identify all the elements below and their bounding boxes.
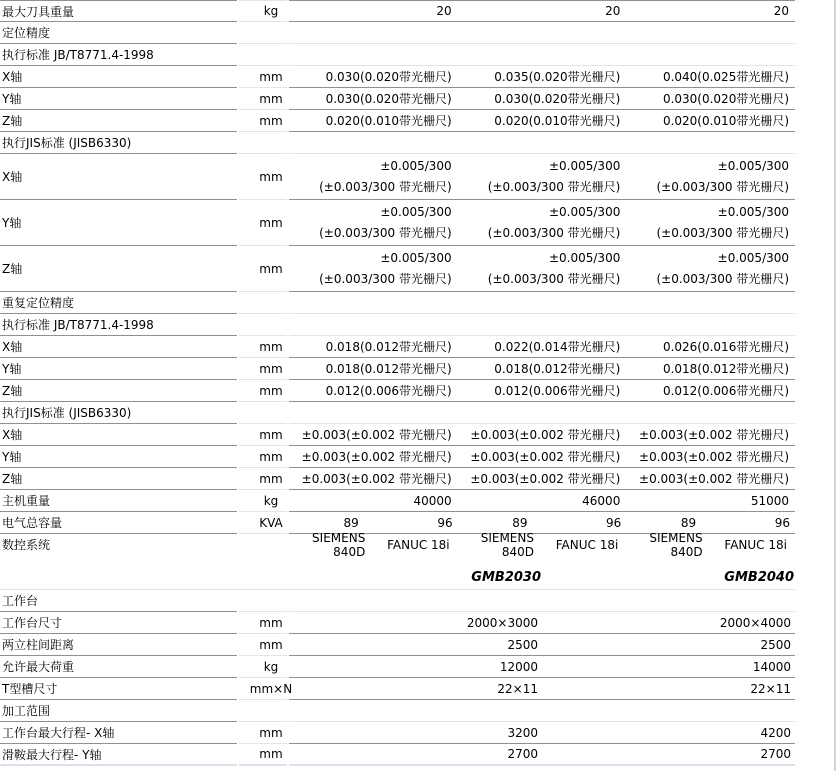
spec-value: 89 [680,515,697,530]
spec-value: 0.020(0.010带光栅尺) [662,114,790,128]
spec-values [289,132,795,154]
spec-unit: kg [239,490,287,512]
spec-label: Z轴 [0,468,237,490]
spec-values [289,380,795,402]
spec-value: 0.035(0.020带光栅尺) [494,70,621,84]
spec-value-line: (±0.003/300 带光栅尺) [656,225,790,240]
spec-label: 工作台尺寸 [0,612,237,634]
spec-value: 0.026(0.016带光栅尺) [662,340,790,354]
spec-value: 0.018(0.012带光栅尺) [662,362,790,376]
spec-row [0,744,795,766]
spec-value: 0.040(0.025带光栅尺) [662,70,790,84]
model-header-row [0,566,795,590]
spec-label: X轴 [0,154,237,200]
spec-values [289,292,795,314]
spec-unit [239,44,287,66]
spec-value: 51000 [750,493,790,508]
spec-label: 工作台最大行程- X轴 [0,722,237,744]
spec-unit [239,402,287,424]
spec-row [0,446,795,468]
spec-values [289,44,795,66]
spec-label: X轴 [0,336,237,358]
spec-value: 0.012(0.006带光栅尺) [494,384,621,398]
spec-values [289,358,795,380]
spec-label: X轴 [0,66,237,88]
spec-row [0,380,795,402]
spec-unit: kg [239,656,287,678]
spec-value: ±0.003(±0.002 带光栅尺) [301,428,452,442]
spec-values [289,110,795,132]
spec-label: 执行标准 JB/T8771.4-1998 [0,314,237,336]
spec-value: 0.020(0.010带光栅尺) [494,114,621,128]
spec-row [0,132,795,154]
spec-row [0,490,795,512]
spec-unit: mm [239,336,287,358]
spec-value: SIEMENS 840D [312,530,366,559]
spec-unit [239,534,287,556]
spec-label: Y轴 [0,88,237,110]
spec-label: Y轴 [0,446,237,468]
spec-unit: mm [239,200,287,246]
spec-value: 14000 [752,659,791,674]
spec-unit: mm [239,88,287,110]
spec-value: 40000 [413,493,452,508]
spec-unit: KVA [239,512,287,534]
spec-values [289,314,795,336]
spec-value: FANUC 18i [555,537,619,552]
spec-label: 执行标准 JB/T8771.4-1998 [0,44,237,66]
spec-values [289,700,795,722]
spec-value: 22×11 [497,681,538,696]
spec-value [458,154,627,199]
spec-value: 0.018(0.012带光栅尺) [494,362,621,376]
model-name-gmb2040: GMB2040 [724,570,794,585]
spec-row [0,530,795,559]
spec-values [289,656,795,678]
spec-value: 0.012(0.006带光栅尺) [662,384,790,398]
spec-value: 20 [605,4,621,18]
spec-values [289,530,795,559]
spec-value: 89 [343,515,359,530]
spec-label: Y轴 [0,358,237,380]
spec-unit [239,700,287,722]
spec-values [289,468,795,490]
spec-values [289,154,795,200]
spec-value: ±0.003(±0.002 带光栅尺) [639,450,790,464]
spec-values [289,678,795,700]
spec-row [0,0,795,22]
spec-unit: mm [239,446,287,468]
spec-unit [239,22,287,44]
spec-values [289,66,795,88]
spec-label: 加工范围 [0,700,237,722]
spec-unit [239,132,287,154]
spec-values [289,722,795,744]
spec-value-line: (±0.003/300 带光栅尺) [319,179,452,194]
spec-value-line: ±0.005/300 [380,204,452,219]
spec-value: ±0.003(±0.002 带光栅尺) [301,450,452,464]
spec-value [289,154,458,199]
spec-value: 2700 [760,747,791,761]
spec-label: Z轴 [0,380,237,402]
spec-value-line: (±0.003/300 带光栅尺) [656,179,790,194]
page-right-edge-line [834,0,836,771]
spec-value: 0.012(0.006带光栅尺) [325,384,452,398]
spec-value: 0.030(0.020带光栅尺) [662,92,790,106]
spec-value: 22×11 [750,681,791,696]
spec-value: ±0.003(±0.002 带光栅尺) [639,428,790,442]
spec-values [289,424,795,446]
spec-value: 2700 [507,747,538,761]
spec-value: 0.018(0.012带光栅尺) [325,362,452,376]
spec-unit [239,314,287,336]
spec-values [289,634,795,656]
spec-value-line: ±0.005/300 [717,204,790,219]
spec-value: 96 [437,515,453,530]
spec-label: 允许最大荷重 [0,656,237,678]
spec-values [289,446,795,468]
spec-value: 2000×3000 [466,615,538,630]
spec-label: 两立柱间距离 [0,634,237,656]
spec-label: 工作台 [0,590,237,612]
spec-value: ±0.003(±0.002 带光栅尺) [470,472,621,486]
spec-label: 电气总容量 [0,512,237,534]
spec-values [289,590,795,612]
spec-value: 46000 [582,493,621,508]
spec-row [0,110,795,132]
spec-value-line: ±0.005/300 [717,158,790,173]
spec-row [0,88,795,110]
spec-label: X轴 [0,424,237,446]
spec-value: 0.030(0.020带光栅尺) [325,70,452,84]
spec-row [0,722,795,744]
spec-label: Y轴 [0,200,237,246]
spec-value: SIEMENS 840D [480,530,534,559]
spec-row [0,678,795,700]
spec-row [0,402,795,424]
spec-unit: mm [239,358,287,380]
spec-values [289,336,795,358]
model-header-spacer [0,566,289,589]
spec-unit: mm [239,380,287,402]
spec-label: 重复定位精度 [0,292,237,314]
spec-value: 3200 [507,725,538,740]
spec-value: 0.018(0.012带光栅尺) [325,340,452,354]
spec-label: 执行JIS标准 (JISB6330) [0,132,237,154]
spec-value-line: ±0.005/300 [548,250,621,265]
spec-value-line: ±0.005/300 [548,204,621,219]
spec-value [289,200,458,245]
spec-value: 4200 [760,725,791,740]
spec-row [0,590,795,612]
spec-unit: mm [239,246,287,292]
spec-unit: mm [239,468,287,490]
spec-value-line: (±0.003/300 带光栅尺) [319,271,452,286]
spec-row [0,246,795,292]
spec-label: 执行JIS标准 (JISB6330) [0,402,237,424]
spec-values [289,88,795,110]
spec-value: 0.022(0.014带光栅尺) [494,340,621,354]
spec-row [0,358,795,380]
spec-value: ±0.003(±0.002 带光栅尺) [301,472,452,486]
spec-value-line: ±0.005/300 [380,250,452,265]
spec-label: T型槽尺寸 [0,678,237,700]
spec-value: 2500 [507,637,538,652]
spec-row [0,612,795,634]
spec-value [458,200,627,245]
spec-value: 89 [512,515,528,530]
spec-row [0,200,795,246]
spec-value: 96 [774,515,790,530]
spec-values [289,402,795,424]
spec-label: Z轴 [0,110,237,132]
spec-value-line: (±0.003/300 带光栅尺) [487,225,621,240]
spec-value-line: ±0.005/300 [380,158,452,173]
spec-row [0,424,795,446]
spec-value: 2500 [760,637,791,652]
spec-label: 最大刀具重量 [0,0,237,22]
spec-unit: mm [239,424,287,446]
spec-value-line: (±0.003/300 带光栅尺) [487,179,621,194]
spec-row [0,314,795,336]
spec-value: FANUC 18i [724,537,787,552]
spec-row [0,634,795,656]
spec-value-line: ±0.005/300 [717,250,790,265]
spec-value: 2000×4000 [719,615,791,630]
spec-value-line: ±0.005/300 [548,158,621,173]
spec-values [289,744,795,766]
spec-unit: mm [239,110,287,132]
spec-value [626,154,795,199]
spec-row [0,292,795,314]
spec-values [289,490,795,512]
spec-value: 0.030(0.020带光栅尺) [325,92,452,106]
spec-row [0,22,795,44]
spec-value-line: (±0.003/300 带光栅尺) [319,225,452,240]
spec-unit [239,292,287,314]
spec-value: 12000 [499,659,538,674]
spec-label: 主机重量 [0,490,237,512]
spec-row [0,700,795,722]
spec-values [289,612,795,634]
spec-value [458,246,627,291]
spec-value-line: (±0.003/300 带光栅尺) [487,271,621,286]
spec-value [289,246,458,291]
spec-label: 滑鞍最大行程- Y轴 [0,744,237,766]
spec-value: 0.020(0.010带光栅尺) [325,114,452,128]
spec-value: FANUC 18i [387,537,450,552]
spec-unit: mm×N [239,678,287,700]
spec-row [0,468,795,490]
spec-row [0,656,795,678]
spec-value: ±0.003(±0.002 带光栅尺) [470,450,621,464]
spec-values [289,246,795,292]
spec-row [0,336,795,358]
spec-value: 20 [773,4,790,18]
spec-value: 0.030(0.020带光栅尺) [494,92,621,106]
spec-unit: mm [239,634,287,656]
spec-row [0,44,795,66]
spec-table-bottom [0,590,795,766]
spec-row [0,66,795,88]
spec-value: 20 [436,4,452,18]
spec-unit [239,590,287,612]
spec-value [626,246,795,291]
spec-values [289,200,795,246]
spec-values [289,22,795,44]
spec-value: SIEMENS 840D [649,530,703,559]
spec-unit: mm [239,744,287,766]
spec-values [289,0,795,22]
spec-value [626,200,795,245]
spec-label: 定位精度 [0,22,237,44]
spec-row [0,154,795,200]
spec-value: ±0.003(±0.002 带光栅尺) [639,472,790,486]
spec-label: Z轴 [0,246,237,292]
model-name-gmb2030: GMB2030 [471,570,541,585]
spec-unit: kg [239,0,287,22]
spec-unit: mm [239,154,287,200]
spec-label: 数控系统 [2,538,51,552]
spec-unit: mm [239,722,287,744]
spec-unit: mm [239,612,287,634]
spec-value-line: (±0.003/300 带光栅尺) [656,271,790,286]
spec-value: 96 [606,515,622,530]
spec-value: ±0.003(±0.002 带光栅尺) [470,428,621,442]
spec-unit: mm [239,66,287,88]
